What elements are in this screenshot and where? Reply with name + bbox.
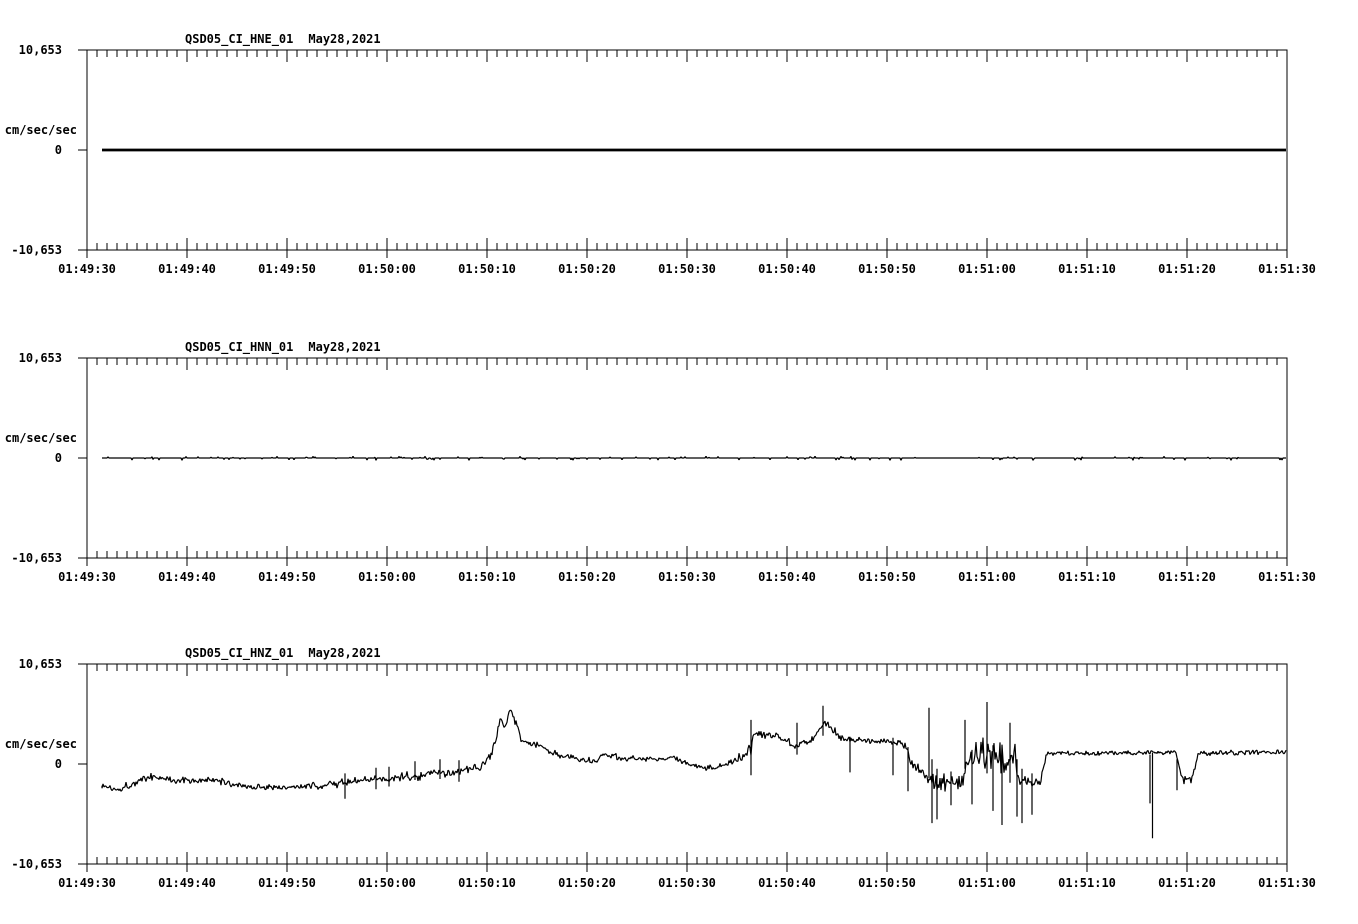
time-tick-label: 01:51:00	[958, 570, 1016, 584]
time-tick-label: 01:50:10	[458, 262, 516, 276]
time-tick-label: 01:50:00	[358, 262, 416, 276]
time-tick-label: 01:49:50	[258, 570, 316, 584]
waveform-plot-hnn	[0, 354, 1358, 573]
time-tick-label: 01:50:30	[658, 262, 716, 276]
y-unit-label: cm/sec/sec	[4, 737, 77, 751]
time-tick-label: 01:49:50	[258, 876, 316, 890]
waveform-plot-hnz	[0, 660, 1358, 879]
time-tick-label: 01:51:10	[1058, 570, 1116, 584]
date-label: May28,2021	[308, 340, 381, 354]
axes-box	[78, 358, 1287, 566]
time-tick-label: 01:51:10	[1058, 876, 1116, 890]
y-min-label: -10,653	[11, 857, 62, 871]
y-max-label: 10,653	[18, 657, 62, 671]
time-tick-label: 01:50:40	[758, 262, 816, 276]
time-tick-label: 01:51:20	[1158, 262, 1216, 276]
y-unit-label: cm/sec/sec	[4, 431, 77, 445]
time-tick-label: 01:50:40	[758, 876, 816, 890]
time-tick-label: 01:49:50	[258, 262, 316, 276]
panel-title	[185, 339, 381, 355]
time-tick-label: 01:49:40	[158, 570, 216, 584]
time-tick-label: 01:51:30	[1258, 262, 1316, 276]
time-tick-label: 01:50:00	[358, 876, 416, 890]
time-tick-label: 01:49:40	[158, 876, 216, 890]
station-channel-label: QSD05_CI_HNZ_01	[185, 646, 294, 660]
y-max-label: 10,653	[18, 43, 62, 57]
time-tick-label: 01:51:20	[1158, 876, 1216, 890]
y-min-label: -10,653	[11, 551, 62, 565]
time-tick-label: 01:51:30	[1258, 570, 1316, 584]
time-tick-label: 01:49:30	[58, 570, 116, 584]
time-axis-labels	[0, 570, 1358, 585]
date-label: May28,2021	[308, 646, 381, 660]
time-tick-label: 01:50:40	[758, 570, 816, 584]
time-tick-label: 01:50:50	[858, 570, 916, 584]
time-tick-label: 01:49:30	[58, 876, 116, 890]
y-zero-label: 0	[54, 757, 62, 771]
time-tick-label: 01:51:20	[1158, 570, 1216, 584]
station-channel-label: QSD05_CI_HNN_01	[185, 340, 294, 354]
time-tick-label: 01:49:40	[158, 262, 216, 276]
waveform-trace	[102, 456, 1286, 460]
time-tick-label: 01:51:30	[1258, 876, 1316, 890]
y-min-label: -10,653	[11, 243, 62, 257]
time-tick-label: 01:49:30	[58, 262, 116, 276]
time-axis-labels	[0, 262, 1358, 277]
station-channel-label: QSD05_CI_HNE_01	[185, 32, 294, 46]
time-tick-label: 01:50:00	[358, 570, 416, 584]
time-tick-label: 01:50:10	[458, 876, 516, 890]
panel-title	[185, 31, 381, 47]
axes-box	[78, 664, 1287, 872]
time-tick-label: 01:50:50	[858, 262, 916, 276]
time-tick-label: 01:51:00	[958, 262, 1016, 276]
time-tick-label: 01:50:20	[558, 570, 616, 584]
y-max-label: 10,653	[18, 351, 62, 365]
time-tick-label: 01:50:50	[858, 876, 916, 890]
date-label: May28,2021	[308, 32, 381, 46]
y-zero-label: 0	[54, 451, 62, 465]
time-tick-label: 01:50:20	[558, 262, 616, 276]
time-tick-label: 01:51:10	[1058, 262, 1116, 276]
axes-box	[78, 50, 1287, 258]
y-zero-label: 0	[54, 143, 62, 157]
panel-title	[185, 645, 381, 661]
waveform-plot-hne	[0, 46, 1358, 265]
waveform-trace	[102, 702, 1286, 838]
time-tick-label: 01:50:30	[658, 570, 716, 584]
y-unit-label: cm/sec/sec	[4, 123, 77, 137]
time-tick-label: 01:51:00	[958, 876, 1016, 890]
time-tick-label: 01:50:30	[658, 876, 716, 890]
time-tick-label: 01:50:20	[558, 876, 616, 890]
time-axis-labels	[0, 876, 1358, 891]
time-tick-label: 01:50:10	[458, 570, 516, 584]
